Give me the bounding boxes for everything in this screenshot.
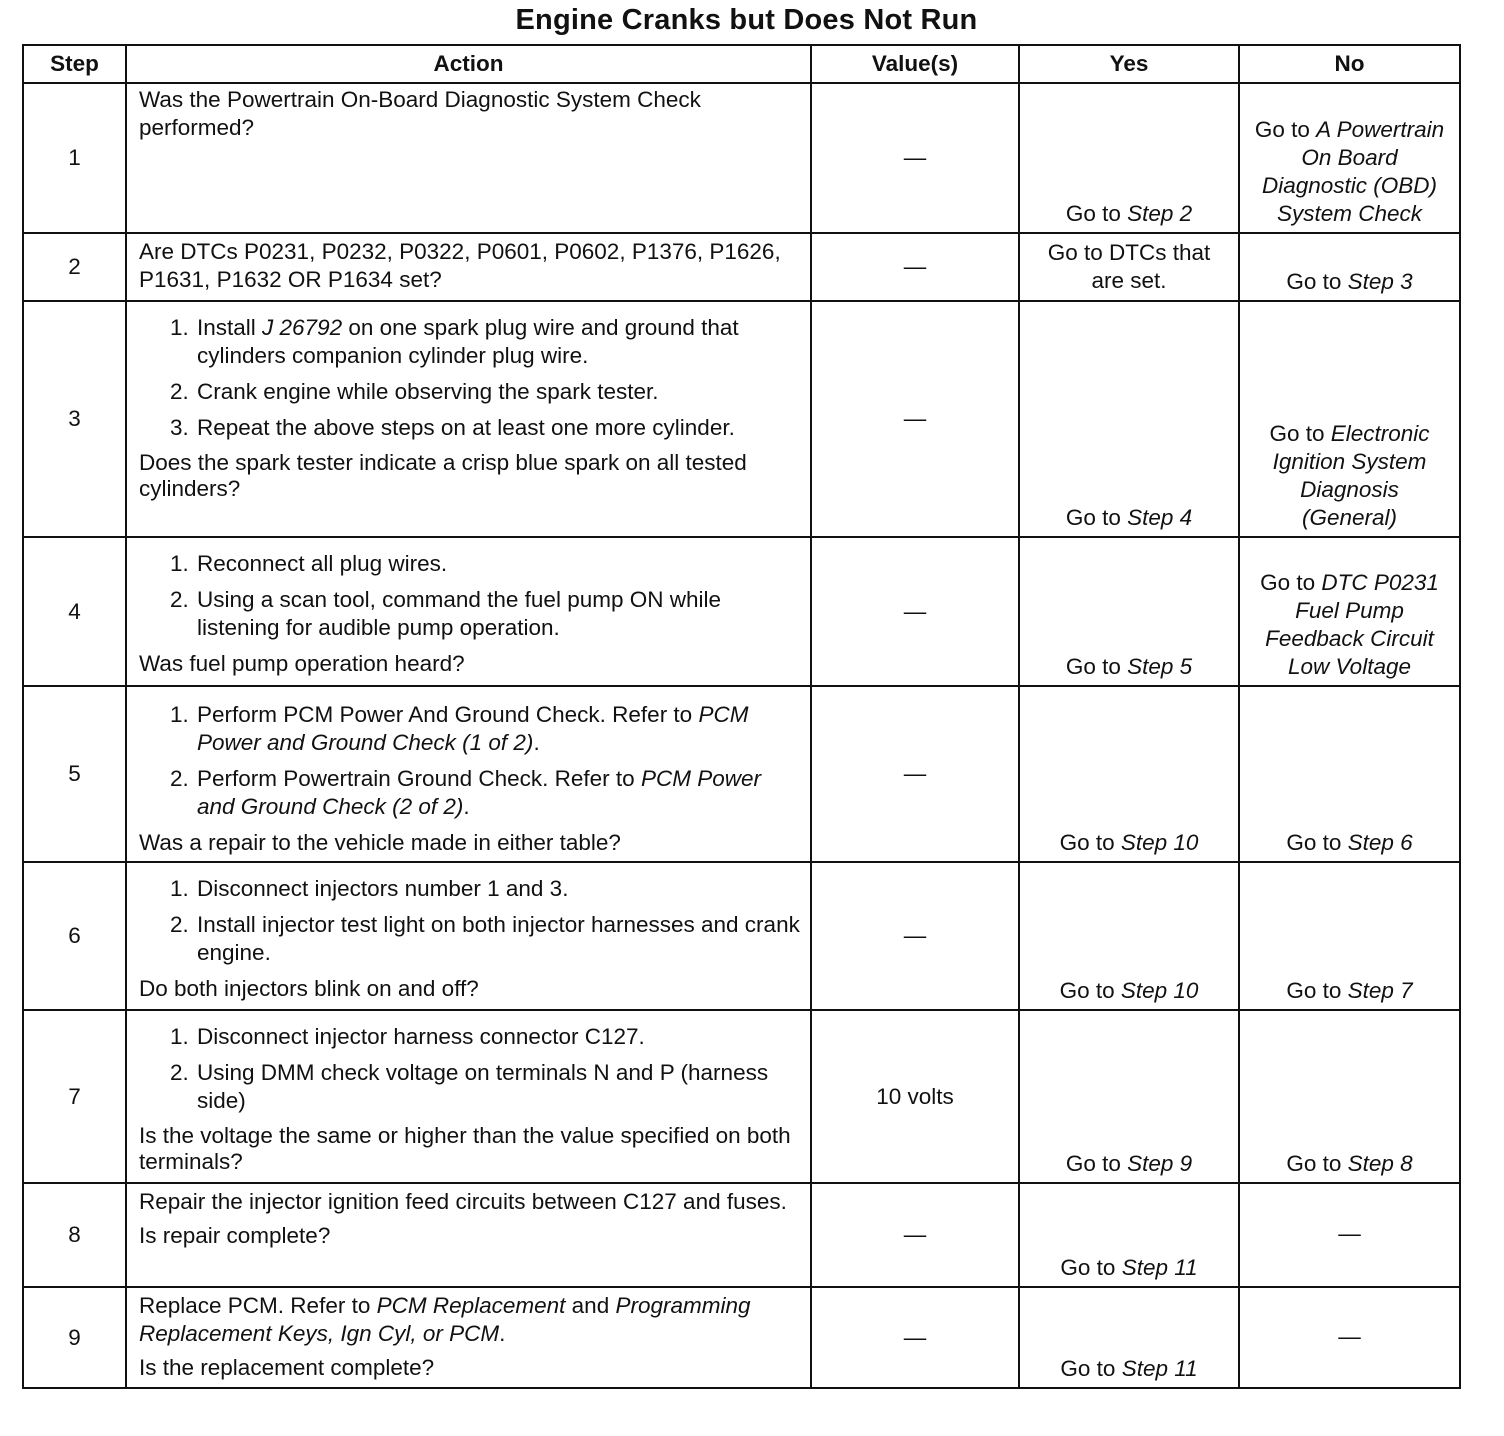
action-step-item bbox=[195, 1023, 800, 1051]
header-step: Step bbox=[23, 45, 126, 83]
value-cell: — bbox=[811, 862, 1019, 1010]
yes-step-ref: Step 10 bbox=[1120, 978, 1199, 1003]
page-title: Engine Cranks but Does Not Run bbox=[515, 4, 978, 36]
yes-cell bbox=[1019, 686, 1239, 862]
value-cell: — bbox=[811, 537, 1019, 686]
no-cell bbox=[1239, 537, 1460, 686]
yes-step-ref: Step 5 bbox=[1127, 654, 1193, 679]
step-number: 7 bbox=[23, 1010, 126, 1183]
value-cell: — bbox=[811, 1183, 1019, 1287]
yes-cell bbox=[1019, 83, 1239, 233]
action-step-item bbox=[195, 550, 800, 578]
no-text: — bbox=[1338, 1221, 1361, 1246]
action-text-part: and bbox=[565, 1293, 616, 1318]
action-steps bbox=[139, 875, 800, 967]
action-step-text: Using DMM check voltage on terminals N and P (harness side) bbox=[197, 1060, 769, 1113]
header-action: Action bbox=[126, 45, 811, 83]
action-step-text: Perform PCM Power And Ground Check. Refer to bbox=[197, 702, 699, 727]
action-steps bbox=[139, 1023, 800, 1115]
tool-ref: J 26792 bbox=[262, 315, 343, 340]
action-step-item bbox=[195, 586, 800, 642]
yes-cell bbox=[1019, 862, 1239, 1010]
step-number: 1 bbox=[23, 83, 126, 233]
action-step-text: Install injector test light on both injector harnesses and crank engine. bbox=[197, 912, 800, 965]
action-step-text: Disconnect injectors number 1 and 3. bbox=[197, 876, 569, 901]
action-question: Is the voltage the same or higher than the value specified on both terminals? bbox=[139, 1123, 791, 1174]
step-number: 9 bbox=[23, 1287, 126, 1388]
action-step-text: . bbox=[533, 730, 540, 755]
table-row bbox=[23, 862, 1460, 1010]
action-step-item bbox=[195, 701, 800, 757]
no-prefix: Go to bbox=[1254, 117, 1317, 142]
action-question: Is repair complete? bbox=[139, 1223, 331, 1248]
header-no: No bbox=[1239, 45, 1460, 83]
procedure-ref: PCM Power and Ground Check (2 of 2) bbox=[197, 766, 761, 819]
no-cell bbox=[1239, 1010, 1460, 1183]
yes-cell bbox=[1019, 233, 1239, 301]
action-question: Was fuel pump operation heard? bbox=[139, 651, 465, 676]
action-steps bbox=[139, 314, 800, 442]
yes-cell bbox=[1019, 1287, 1239, 1388]
action-text: Repair the injector ignition feed circuits between C127 and fuses. bbox=[139, 1189, 787, 1214]
header-yes: Yes bbox=[1019, 45, 1239, 83]
step-number: 3 bbox=[23, 301, 126, 537]
action-cell bbox=[126, 233, 811, 301]
yes-step-ref: Step 9 bbox=[1127, 1151, 1193, 1176]
yes-prefix: Go to bbox=[1059, 830, 1121, 855]
action-cell bbox=[126, 1287, 811, 1388]
no-text: — bbox=[1338, 1323, 1361, 1349]
step-number: 8 bbox=[23, 1183, 126, 1287]
action-step-text: Repeat the above steps on at least one more cylinder. bbox=[197, 415, 735, 440]
header-values: Value(s) bbox=[811, 45, 1019, 83]
no-step-ref: Step 6 bbox=[1347, 830, 1413, 855]
action-cell bbox=[126, 537, 811, 686]
value-cell: 10 volts bbox=[811, 1010, 1019, 1183]
action-steps bbox=[139, 550, 800, 642]
yes-step-ref: Step 10 bbox=[1120, 830, 1199, 855]
action-step-text: Crank engine while observing the spark tester. bbox=[197, 379, 659, 404]
yes-cell bbox=[1019, 1010, 1239, 1183]
action-text: Was the Powertrain On-Board Diagnostic System Check performed? bbox=[139, 87, 701, 140]
no-procedure-ref: Electronic Ignition System Diagnosis (General) bbox=[1272, 421, 1430, 530]
value-cell: — bbox=[811, 233, 1019, 301]
table-row bbox=[23, 537, 1460, 686]
no-step-ref: Step 8 bbox=[1347, 1151, 1413, 1176]
no-cell bbox=[1239, 862, 1460, 1010]
action-cell bbox=[126, 1010, 811, 1183]
action-step-text: Reconnect all plug wires. bbox=[197, 551, 448, 576]
step-number: 6 bbox=[23, 862, 126, 1010]
procedure-ref: Programming Replacement Keys, Ign Cyl, or PCM bbox=[139, 1293, 751, 1346]
table-row bbox=[23, 686, 1460, 862]
yes-prefix: Go to bbox=[1065, 201, 1128, 226]
action-cell bbox=[126, 686, 811, 862]
no-prefix: Go to bbox=[1269, 421, 1331, 446]
table-row bbox=[23, 1010, 1460, 1183]
yes-prefix: Go to bbox=[1060, 1255, 1122, 1280]
table-row bbox=[23, 1287, 1460, 1388]
action-cell bbox=[126, 83, 811, 233]
yes-step-ref: Step 11 bbox=[1121, 1255, 1198, 1280]
action-step-item bbox=[195, 875, 800, 903]
table-row bbox=[23, 233, 1460, 301]
action-step-text: Disconnect injector harness connector C127. bbox=[197, 1024, 645, 1049]
action-step-text: Perform Powertrain Ground Check. Refer to bbox=[197, 766, 641, 791]
yes-prefix: Go to bbox=[1065, 654, 1128, 679]
value-cell: — bbox=[811, 301, 1019, 537]
action-text: Are DTCs P0231, P0232, P0322, P0601, P0602, P1376, P1626, P1631, P1632 OR P1634 set? bbox=[139, 239, 781, 292]
value-cell: — bbox=[811, 686, 1019, 862]
action-step-item bbox=[195, 911, 800, 967]
action-step-item bbox=[195, 314, 800, 370]
header-row bbox=[23, 45, 1460, 83]
action-text bbox=[139, 1292, 800, 1348]
step-number: 4 bbox=[23, 537, 126, 686]
action-question: Do both injectors blink on and off? bbox=[139, 976, 479, 1001]
diagnostic-table bbox=[22, 44, 1461, 1389]
action-question: Was a repair to the vehicle made in either table? bbox=[139, 830, 621, 855]
table-row bbox=[23, 301, 1460, 537]
action-step-text: on one spark plug wire and ground that cylinders companion cylinder plug wire. bbox=[197, 315, 739, 368]
value-cell: — bbox=[811, 83, 1019, 233]
action-step-item bbox=[195, 378, 800, 406]
yes-prefix: Go to bbox=[1060, 1356, 1122, 1381]
no-step-ref: Step 7 bbox=[1347, 978, 1413, 1003]
yes-prefix: Go to bbox=[1059, 978, 1121, 1003]
action-step-item bbox=[195, 765, 800, 821]
action-cell bbox=[126, 1183, 811, 1287]
yes-prefix: Go to bbox=[1065, 1151, 1128, 1176]
yes-step-ref: Step 4 bbox=[1127, 505, 1193, 530]
action-step-item bbox=[195, 414, 800, 442]
no-cell bbox=[1239, 1183, 1460, 1287]
action-step-text: . bbox=[463, 794, 470, 819]
no-step-ref: Step 3 bbox=[1347, 269, 1413, 294]
no-procedure-ref: DTC P0231 Fuel Pump Feedback Circuit Low Voltage bbox=[1265, 570, 1439, 679]
no-prefix: Go to bbox=[1286, 978, 1348, 1003]
action-step-item bbox=[195, 1059, 800, 1115]
no-cell bbox=[1239, 233, 1460, 301]
no-procedure-ref: A Powertrain On Board Diagnostic (OBD) System Check bbox=[1261, 117, 1445, 226]
no-cell bbox=[1239, 686, 1460, 862]
action-step-text: Install bbox=[197, 315, 263, 340]
yes-cell bbox=[1019, 1183, 1239, 1287]
no-prefix: Go to bbox=[1286, 830, 1348, 855]
no-cell bbox=[1239, 301, 1460, 537]
yes-cell bbox=[1019, 301, 1239, 537]
no-cell bbox=[1239, 83, 1460, 233]
action-text-part: . bbox=[499, 1321, 506, 1346]
yes-cell bbox=[1019, 537, 1239, 686]
procedure-ref: PCM Power and Ground Check (1 of 2) bbox=[197, 702, 749, 755]
step-number: 5 bbox=[23, 686, 126, 862]
no-prefix: Go to bbox=[1260, 570, 1322, 595]
action-step-text: Using a scan tool, command the fuel pump ON while listening for audible pump operation. bbox=[197, 587, 722, 640]
yes-text: Go to DTCs that are set. bbox=[1047, 240, 1211, 293]
action-cell bbox=[126, 862, 811, 1010]
procedure-ref: PCM Replacement bbox=[376, 1293, 566, 1318]
action-question: Is the replacement complete? bbox=[139, 1355, 435, 1380]
yes-step-ref: Step 11 bbox=[1121, 1356, 1198, 1381]
yes-prefix: Go to bbox=[1065, 505, 1128, 530]
no-cell bbox=[1239, 1287, 1460, 1388]
step-number: 2 bbox=[23, 233, 126, 301]
table-row bbox=[23, 1183, 1460, 1287]
action-steps bbox=[139, 701, 800, 821]
table-row bbox=[23, 83, 1460, 233]
action-question: Does the spark tester indicate a crisp blue spark on all tested cylinders? bbox=[139, 450, 747, 501]
action-cell bbox=[126, 301, 811, 537]
yes-step-ref: Step 2 bbox=[1127, 201, 1193, 226]
no-prefix: Go to bbox=[1286, 269, 1348, 294]
no-prefix: Go to bbox=[1286, 1151, 1348, 1176]
action-text-part: Replace PCM. Refer to bbox=[139, 1293, 377, 1318]
value-cell: — bbox=[811, 1287, 1019, 1388]
